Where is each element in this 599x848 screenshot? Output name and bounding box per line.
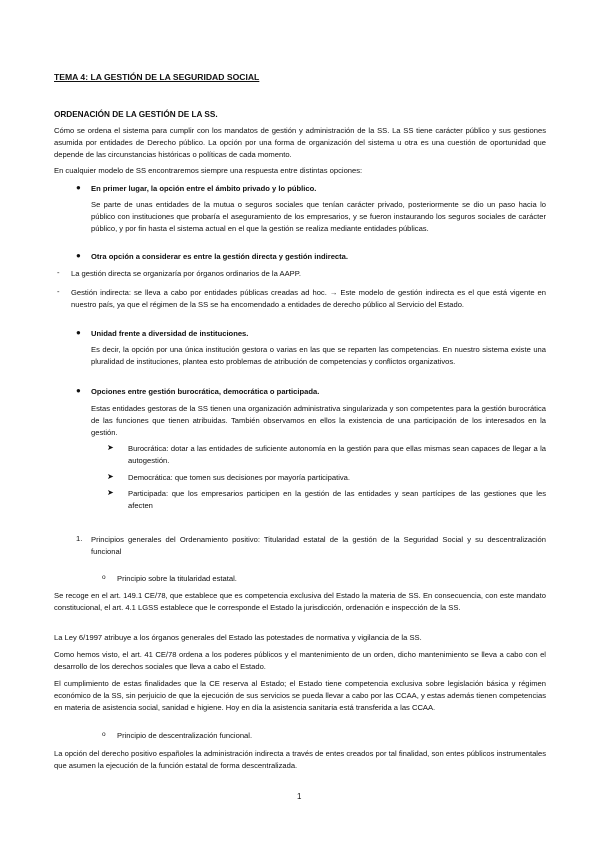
bullet4-title: Opciones entre gestión burocrática, democrática o participada. [91, 387, 320, 396]
list-number: 1. [76, 534, 83, 543]
bullet1-title: En primer lugar, la opción entre el ámbito privado y lo público. [91, 184, 317, 193]
arrow-bullet-icon: ➤ [107, 488, 114, 497]
sub1-title: Principio sobre la titularidad estatal. [117, 574, 237, 583]
opciones-intro: En cualquier modelo de SS encontraremos siempre una respuesta entre distintas opciones: [54, 166, 363, 175]
section-heading: ORDENACIÓN DE LA GESTIÓN DE LA SS. [54, 110, 218, 119]
para2: La Ley 6/1997 atribuye a los órganos generales del Estado las potestades de normativa y vigilancia de la SS. [54, 633, 422, 642]
arrow3-text: Participada: que los empresarios participen en la gestión de las entidades y sean partícipes de las gestiones que les afecten [128, 489, 546, 510]
dash-icon: - [57, 268, 60, 277]
bullet-icon: ● [76, 183, 81, 192]
circle-bullet-icon: o [102, 574, 106, 581]
bullet-icon: ● [76, 328, 81, 337]
bullet4-body: Estas entidades gestoras de la SS tienen una organización administrativa singularizada y son competentes para la gestión burocrática de las funciones que tienen atribuidas. También observamos en ellos la existencia de una participación de los interesados en la gestión. [91, 404, 546, 437]
circle-bullet-icon: o [102, 731, 106, 738]
bullet3-body: Es decir, la opción por una única institución gestora o varias en las que se reparten las competencias. En nuestro sistema existe una pluralidad de instituciones, plantea esto problemas de atribución de competencias y conflictos organizativos. [91, 345, 546, 366]
bullet-icon: ● [76, 251, 81, 260]
bullet3-title: Unidad frente a diversidad de instituciones. [91, 329, 249, 338]
document-title: TEMA 4: LA GESTIÓN DE LA SEGURIDAD SOCIAL [54, 72, 260, 82]
page-number: 1 [297, 792, 302, 801]
dash-icon: - [57, 287, 60, 296]
sub2-title: Principio de descentralización funcional. [117, 731, 253, 740]
bullet-icon: ● [76, 386, 81, 395]
arrow-bullet-icon: ➤ [107, 443, 114, 452]
dash2-text: Gestión indirecta: se lleva a cabo por entidades públicas creadas ad hoc. → Este modelo de gestión indirecta es el que está vigente en nuestro país, ya que el régimen de la SS se ha encomendado a entidades de derecho público al Servicio del Estado. [71, 288, 546, 309]
para4: El cumplimiento de estas finalidades que la CE reserva al Estado; el Estado tiene competencia exclusiva sobre legislación básica y régimen económico de la SS, sin perjuicio de que la ejecución de sus servicios se pueda llevar a cabo por las CCAA, y estas además tienen competencias en materia de asistencia social, sanidad e higiene. Hoy en día la asistencia sanitaria está transferida a las CCAA. [54, 679, 546, 712]
dash1-text: La gestión directa se organizaría por órganos ordinarios de la AAPP. [71, 269, 301, 278]
arrow2-text: Democrática: que tomen sus decisiones por mayoría participativa. [128, 473, 351, 482]
arrow1-text: Burocrática: dotar a las entidades de suficiente autonomía en la gestión para que ellas mismas sean capaces de llegar a la autogestión. [128, 444, 546, 465]
para5: La opción del derecho positivo españoles la administración indirecta a través de entes creados por tal finalidad, son entes públicos instrumentales que asumen la ejecución de la función estatal de forma descentralizada. [54, 749, 546, 770]
arrow-bullet-icon: ➤ [107, 472, 114, 481]
bullet1-body: Se parte de unas entidades de la mutua o seguros sociales que tenían carácter privado, posteriormente se dio un paso hacia lo público con instituciones que probaría el aseguramiento de los empresarios, y se fueron instaurando los seguros sociales de carácter público, y por fin hasta el sistema actual en el que la gestión se realiza mediante entidades públicas. [91, 200, 546, 233]
para1: Se recoge en el art. 149.1 CE/78, que establece que es competencia exclusiva del Estado la materia de SS. En consecuencia, con este mandato constitucional, el art. 4.1 LGSS establece que le corresponde el Estado la jurisdicción, ordenación e inspección de la SS. [54, 591, 546, 612]
bullet2-title: Otra opción a considerar es entre la gestión directa y gestión indirecta. [91, 252, 348, 261]
para3: Como hemos visto, el art. 41 CE/78 ordena a los poderes públicos y el mantenimiento de un orden, dicho mantenimiento se lleva a cabo con el desarrollo de los derechos sociales que lleva a cabo el Estado. [54, 650, 546, 671]
section-1-heading: Principios generales del Ordenamiento positivo: Titularidad estatal de la gestión de la Seguridad Social y su descentralización funcional [91, 535, 546, 556]
intro-paragraph: Cómo se ordena el sistema para cumplir con los mandatos de gestión y administración de la SS. La SS tiene carácter público y sus gestiones asumida por entidades de Derecho público. La opción por una forma de organización del sistema u otra es una cuestión de oportunidad que depende de las circunstancias históricas o políticas de cada momento. [54, 126, 546, 159]
